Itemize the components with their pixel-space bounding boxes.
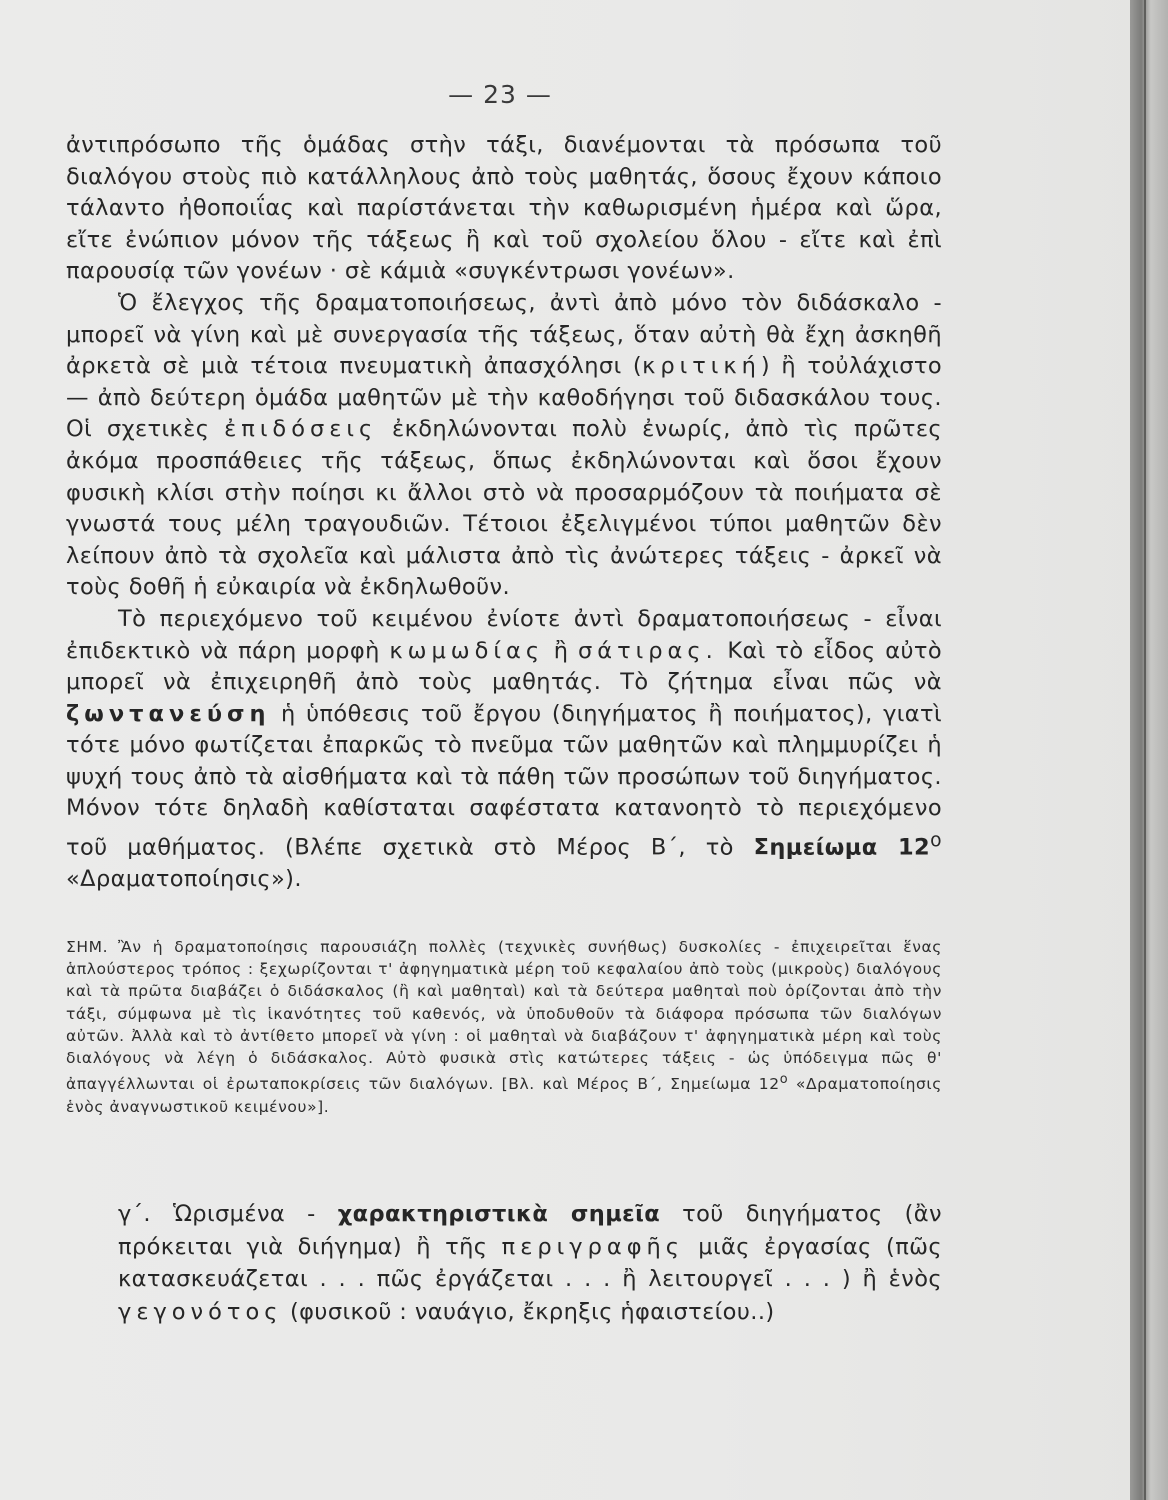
section-paragraph: γ΄. Ὡρισμένα - χαρακτηριστικὰ σημεῖα τοῦ διηγήματος (ἂν πρόκειται γιὰ διήγημα) ἢ τῆς περιγραφῆς μιᾶς ἐργασίας (πῶς κατασκευάζεται . . . πῶς ἐργάζεται . . . ἢ λειτουργεῖ . . . ) ἢ ἑνὸς γεγονότος (φυσικοῦ : ναυάγιο, ἔκρηξις ἡφαιστείου..)	[118, 1201, 942, 1325]
page-edge-shadow	[1130, 0, 1168, 1500]
main-body-text	[66, 130, 942, 896]
spaced-word-epidoseis: ἐπιδόσεις	[224, 416, 378, 443]
section-gamma	[66, 1198, 942, 1328]
note-label: ΣΗΜ.	[66, 938, 109, 956]
footnote: ΣΗΜ. Ἂν ἡ δραματοποίησις παρουσιάζη πολλὲς (τεχνικὲς συνήθως) δυσκολίες - ἐπιχειρεῖται ἕνας ἁπλούστερος τρόπος : ξεχωρίζονται τ' ἀφηγηματικὰ μέρη τοῦ κεφαλαίου ἀπὸ τοὺς (μικροὺς) διαλόγους καὶ τὰ πρῶτα διαβάζει ὁ διδάσκαλος (ἢ καὶ μαθηταὶ) καὶ τὰ δεύτερα μαθηταὶ ποὺ ὁρίζονται ἀπὸ τὴν τάξι, σύμφωνα μὲ τὶς ἱκανότητες τοῦ καθενός, νὰ ὑποδυθοῦν τὰ διάφορα πρόσωπα τῶν διαλόγων αὐτῶν. Ἀλλὰ καὶ τὸ ἀντίθετο μπορεῖ νὰ γίνη : οἱ μαθηταὶ νὰ διαβάζουν τ' ἀφηγηματικὰ μέρη καὶ τοὺς διαλόγους νὰ λέγη ὁ διδάσκαλος. Αὐτὸ φυσικὰ στὶς κατώτερες τάξεις - ὡς ὑπόδειγμα πῶς θ' ἀπαγγέλλωνται οἱ ἐρωταποκρίσεις τῶν διαλόγων. [Βλ. καὶ Μέρος Β΄, Σημείωμα $12^o$ «Δραματοποίησις ἑνὸς ἀναγνωστικοῦ κειμένου»].	[66, 938, 942, 1116]
binding-line	[1144, 0, 1146, 1500]
spaced-word-komodias: κωμωδίας	[389, 637, 545, 664]
note-text: Ἂν ἡ δραματοποίησις παρουσιάζη πολλὲς (τεχνικὲς συνήθως) δυσκολίες - ἐπιχειρεῖται ἕνας ἁπλούστερος τρόπος : ξεχωρίζονται τ' ἀφηγηματικὰ μέρη τοῦ κεφαλαίου ἀπὸ τοὺς (μικροὺς) διαλόγους καὶ τὰ πρῶτα διαβάζει ὁ διδάσκαλος (ἢ καὶ μαθηταὶ) καὶ τὰ δεύτερα μαθηταὶ ποὺ ὁρίζονται ἀπὸ τὴν τάξι, σύμφωνα μὲ τὶς ἱκανότητες τοῦ καθενός, νὰ ὑποδυθοῦν τὰ διάφορα πρόσωπα τῶν διαλόγων αὐτῶν. Ἀλλὰ καὶ τὸ ἀντίθετο μπορεῖ νὰ γίνη : οἱ μαθηταὶ νὰ διαβάζουν τ' ἀφηγηματικὰ μέρη καὶ τοὺς διαλόγους νὰ λέγη ὁ διδάσκαλος. Αὐτὸ φυσικὰ στὶς κατώτερες τάξεις - ὡς ὑπόδειγμα πῶς θ' ἀπαγγέλλωνται οἱ ἐρωταποκρίσεις τῶν διαλόγων. [Βλ. καὶ Μέρος Β΄, Σημείωμα 12	[66, 938, 942, 1094]
spaced-word-perigrafis: περιγραφῆς	[501, 1233, 684, 1260]
section-heading-bold: χαρακτηριστικὰ σημεῖα	[337, 1201, 661, 1227]
page-number: — 23 —	[448, 80, 552, 109]
spaced-word-satiras: σάτιρας.	[578, 637, 718, 664]
spaced-word-gegonotos: γεγονότος	[118, 1298, 283, 1325]
spaced-word-kritiki: κριτική	[642, 353, 761, 380]
paragraph-2: Ὁ ἔλεγχος τῆς δραματοποιήσεως, ἀντὶ ἀπὸ μόνο τὸν διδάσκαλο - μπορεῖ νὰ γίνη καὶ μὲ συνεργασία τῆς τάξεως, ὅταν αὐτὴ θὰ ἔχη ἀσκηθῆ ἀρκετὰ σὲ μιὰ τέτοια πνευματικὴ ἀπασχόλησι (κριτική) ἢ τοὐλάχιστο — ἀπὸ δεύτερη ὁμάδα μαθητῶν μὲ τὴν καθοδήγησι τοῦ διδασκάλου τους. Οἱ σχετικὲς ἐπιδόσεις ἐκδηλώνονται πολὺ ἐνωρίς, ἀπὸ τὶς πρῶτες ἀκόμα προσπάθειες τῆς τάξεως, ὅπως ἐκδηλώνονται καὶ ὅσοι ἔχουν φυσικὴ κλίσι στὴν ποίησι κι ἄλλοι στὸ νὰ προσαρμόζουν τὰ ποιήματα σὲ γνωστά τους μέλη τραγουδιῶν. Τέτοιοι ἐξελιγμένοι τύποι μαθητῶν δὲν λείπουν ἀπὸ τὰ σχολεῖα καὶ μάλιστα ἀπὸ τὶς ἀνώτερες τάξεις - ἀρκεῖ νὰ τοὺς δοθῆ ἡ εὐκαιρία νὰ ἐκδηλωθοῦν.	[66, 289, 942, 601]
paragraph-1: ἀντιπρόσωπο τῆς ὁμάδας στὴν τάξι, διανέμονται τὰ πρόσωπα τοῦ διαλόγου στοὺς πιὸ κατάλληλους ἀπὸ τοὺς μαθητάς, ὅσους ἔχουν κάποιο τάλαντο ἠθοποιΐας καὶ παρίστάνεται τὴν καθωρισμένη ἡμέρα καὶ ὥρα, εἴτε ἐνώπιον μόνον τῆς τάξεως ἢ καὶ τοῦ σχολείου ὅλου - εἴτε καὶ ἐπὶ παρουσίᾳ τῶν γονέων · σὲ κάμιὰ «συγκέντρωσι γονέων».	[66, 132, 942, 285]
bold-reference: Σημείωμα 12	[753, 834, 931, 861]
spaced-bold-word-zontaneusi: ζωντανεύση	[66, 700, 271, 727]
paragraph-3: Τὸ περιεχόμενο τοῦ κειμένου ἐνίοτε ἀντὶ δραματοποιήσεως - εἶναι ἐπιδεκτικὸ νὰ πάρη μορφὴ κωμωδίας ἢ σάτιρας. Καὶ τὸ εἶδος αὐτὸ μπορεῖ νὰ ἐπιχειρηθῆ ἀπὸ τοὺς μαθητάς. Τὸ ζήτημα εἶναι πῶς νὰ ζωντανεύση ἡ ὑπόθεσις τοῦ ἔργου (διηγήματος ἢ ποιήματος), γιατὶ τότε μόνο φωτίζεται ἐπαρκῶς τὸ πνεῦμα τῶν μαθητῶν καὶ πλημμυρίζει ἡ ψυχή τους ἀπὸ τὰ αἰσθήματα καὶ τὰ πάθη τῶν προσώπων τοῦ διηγήματος. Μόνον τότε δηλαδὴ καθίσταται σαφέστατα κατανοητὸ τὸ περιεχόμενο τοῦ μαθήματος. (Βλέπε σχετικὰ στὸ Μέρος Β΄, τὸ Σημείωμα $12^o$ «Δραματοποίησις»).	[66, 605, 943, 893]
